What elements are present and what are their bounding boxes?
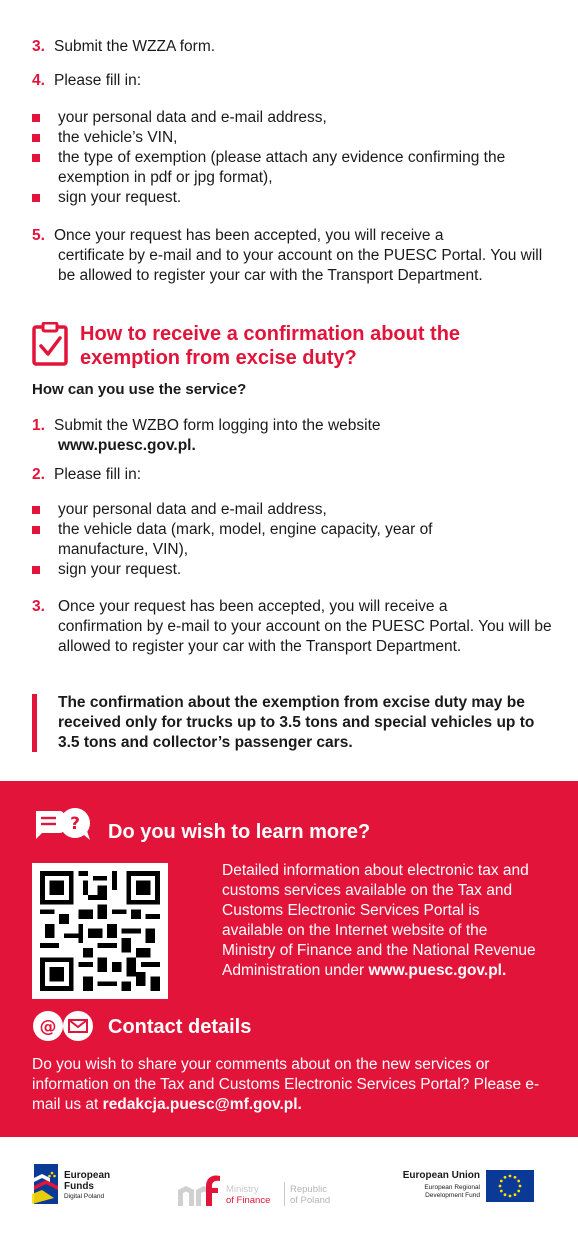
european-union-label: European Union xyxy=(402,1170,480,1181)
learn-more-heading: Do you wish to learn more? xyxy=(108,821,371,843)
qr-code[interactable] xyxy=(32,863,168,999)
erdf-label: European Regional Development Fund xyxy=(424,1184,480,1199)
list-item: the vehicle data (mark, model, engine capacity, year of manufacture, VIN), xyxy=(32,520,472,560)
european-funds-emblem-icon xyxy=(32,1164,60,1204)
step-4 xyxy=(32,71,552,91)
ministry-of-finance-logo xyxy=(176,1170,346,1210)
logo-divider xyxy=(284,1182,285,1206)
note-accent-bar xyxy=(32,694,37,752)
exemption-note: The confirmation about the exemption from excise duty may be received only for trucks up to 3.5 tons and special vehicles up to 3.5 tons and collector’s passenger cars. xyxy=(58,694,535,751)
step-5 xyxy=(32,226,552,286)
eu-flag-icon xyxy=(486,1170,534,1202)
step-1 xyxy=(32,416,552,456)
list-item: sign your request. xyxy=(32,560,472,580)
email-contact-icon xyxy=(32,1010,94,1042)
step-2 xyxy=(32,465,552,485)
of-poland-label: of Poland xyxy=(290,1195,331,1206)
bullet-square-icon xyxy=(32,506,40,514)
bullet-list-top xyxy=(32,108,552,208)
bullet-square-icon xyxy=(32,134,40,142)
european-union-logo xyxy=(388,1170,538,1206)
step-number: 2. xyxy=(32,466,45,483)
step-text: Submit the WZZA form. xyxy=(54,38,216,55)
step-text-line1: Once your request has been accepted, you will receive a xyxy=(54,227,444,244)
list-item: sign your request. xyxy=(32,188,552,208)
step-text: Submit the WZBO form logging into the website xyxy=(54,417,381,434)
section-title: How to receive a confirmation about the exemption from excise duty? xyxy=(80,323,461,369)
digital-poland-label: Digital Poland xyxy=(64,1193,105,1200)
step-number: 1. xyxy=(32,417,45,434)
learn-more-panel xyxy=(0,781,578,1137)
qr-code-icon xyxy=(40,871,160,991)
step-3-confirmation xyxy=(32,597,552,657)
bullet-square-icon xyxy=(32,114,40,122)
svg-text:?: ? xyxy=(70,814,80,834)
step-3 xyxy=(32,37,552,57)
step-text: Please fill in: xyxy=(54,72,142,89)
list-item: your personal data and e-mail address, xyxy=(32,500,472,520)
bullet-square-icon xyxy=(32,154,40,162)
step-text-line1: Once your request has been accepted, you will receive a xyxy=(58,598,448,615)
list-item: the type of exemption (please attach any evidence confirming the exemption in pdf or jpg format), xyxy=(32,148,552,188)
question-chat-icon xyxy=(32,807,94,841)
puesc-link[interactable]: www.puesc.gov.pl. xyxy=(368,962,507,979)
bullet-square-icon xyxy=(32,566,40,574)
bullet-square-icon xyxy=(32,194,40,202)
step-text: Please fill in: xyxy=(54,466,142,483)
contact-heading: Contact details xyxy=(108,1016,252,1038)
european-funds-logo xyxy=(32,1164,152,1208)
learn-more-info: Detailed information about electronic tax and customs services available on the Tax and Customs Electronic Services Portal is available on the Internet website of the Ministry of Finance and the National Revenue Administration under www.puesc.gov.pl. xyxy=(222,862,536,979)
step-text-rest: certificate by e-mail and to your account on the PUESC Portal. You will be allowed to register your car with the Transport Department. xyxy=(58,247,543,284)
step-text-rest: confirmation by e-mail to your account on the PUESC Portal. You will be allowed to register your car with the Transport Department. xyxy=(58,618,552,655)
contact-email-link[interactable]: redakcja.puesc@mf.gov.pl. xyxy=(102,1096,302,1113)
step-number: 3. xyxy=(32,598,45,615)
puesc-link[interactable]: www.puesc.gov.pl. xyxy=(58,437,196,454)
svg-text:@: @ xyxy=(39,1017,57,1037)
footer-logos xyxy=(0,1137,578,1240)
european-funds-label: European Funds xyxy=(64,1170,111,1192)
of-finance-label: of Finance xyxy=(226,1195,271,1206)
section-subheading: How can you use the service? xyxy=(32,381,247,398)
bullet-list-mid xyxy=(32,500,472,580)
ministry-of-finance-emblem-icon xyxy=(176,1172,222,1208)
bullet-square-icon xyxy=(32,526,40,534)
ministry-label: Ministry xyxy=(226,1184,259,1195)
step-number: 3. xyxy=(32,38,45,55)
contact-text: Do you wish to share your comments about on the new services or information on the Tax and Customs Electronic Services Portal? Please e-mail us at redakcja.puesc@mf.gov.pl. xyxy=(32,1056,540,1113)
republic-label: Republic xyxy=(290,1184,327,1195)
list-item: your personal data and e-mail address, xyxy=(32,108,552,128)
step-number: 5. xyxy=(32,227,45,244)
list-item: the vehicle’s VIN, xyxy=(32,128,552,148)
clipboard-check-icon xyxy=(32,322,68,366)
step-number: 4. xyxy=(32,72,45,89)
